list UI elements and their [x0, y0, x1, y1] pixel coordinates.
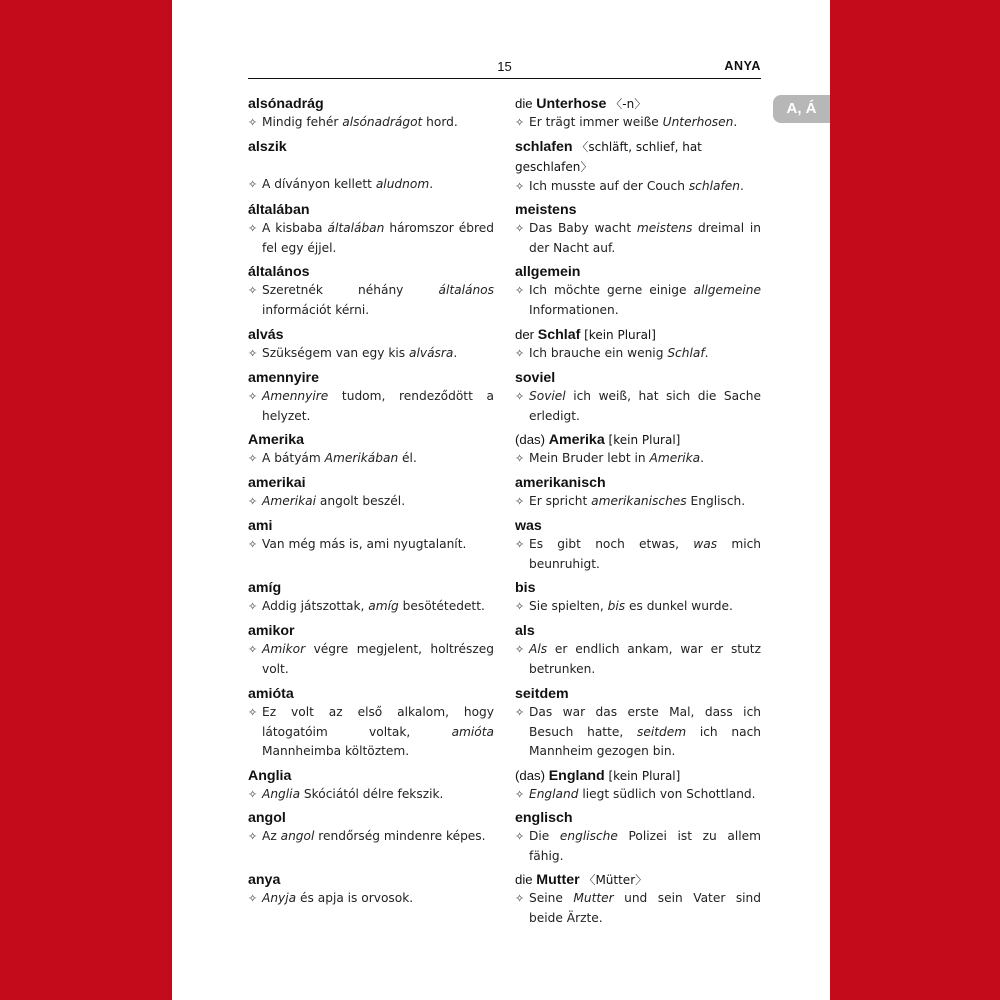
grammar-info: 〈Mütter〉	[579, 873, 648, 887]
example-text: Sie spielten,	[529, 599, 608, 613]
example-text: Ez volt az első alkalom, hogy látogatóim voltak,	[262, 705, 494, 739]
headword: amíg	[248, 580, 282, 596]
example-keyword: bis	[607, 599, 626, 613]
example-marker-icon: ✧	[515, 452, 525, 465]
headword: England	[548, 768, 605, 784]
example-keyword: Schlaf	[667, 346, 705, 360]
example-keyword: angol	[280, 829, 315, 843]
dictionary-entry-hungarian	[248, 94, 494, 133]
example-keyword: általában	[327, 221, 385, 235]
headword: amerikai	[248, 475, 306, 491]
example-text: Er trägt immer weiße	[529, 115, 663, 129]
example-sentence	[515, 113, 761, 133]
example-keyword: alvásra	[409, 346, 454, 360]
headword-line	[248, 368, 494, 387]
dictionary-entry-hungarian	[248, 200, 494, 258]
example-sentence	[515, 703, 761, 762]
example-text: végre megjelent, holtrészeg volt.	[262, 642, 494, 676]
headword: Anglia	[248, 768, 292, 784]
headword-line	[515, 200, 761, 219]
headword: seitdem	[515, 686, 569, 702]
example-sentence	[248, 492, 494, 512]
dictionary-entry-hungarian	[248, 430, 494, 469]
example-marker-icon: ✧	[515, 284, 525, 297]
headword-line	[248, 473, 494, 492]
grammar-info: 〈-n〉	[606, 97, 647, 111]
example-sentence	[248, 703, 494, 762]
headword: amennyire	[248, 370, 319, 386]
dictionary-entry-german	[515, 200, 761, 258]
example-keyword: Anglia	[262, 787, 301, 801]
example-text: A díványon kellett	[262, 177, 376, 191]
example-marker-icon: ✧	[515, 600, 525, 613]
headword-line	[515, 808, 761, 827]
dictionary-entry-german	[515, 137, 761, 197]
example-marker-icon: ✧	[515, 892, 525, 905]
headword: bis	[515, 580, 536, 596]
headword: amerikanisch	[515, 475, 606, 491]
headword: was	[515, 518, 542, 534]
example-sentence	[248, 113, 494, 133]
example-text: és apja is orvosok.	[296, 891, 414, 905]
example-text: él.	[398, 451, 417, 465]
example-marker-icon: ✧	[248, 643, 258, 656]
headword: als	[515, 623, 535, 639]
example-text: .	[739, 179, 744, 193]
example-keyword: Amerika	[649, 451, 701, 465]
example-keyword: Amikor	[262, 642, 306, 656]
dictionary-entry-german	[515, 262, 761, 320]
headword-line	[515, 325, 761, 344]
example-text: Er spricht	[529, 494, 592, 508]
example-keyword: Als	[529, 642, 548, 656]
example-marker-icon: ✧	[248, 452, 258, 465]
headword-line	[248, 516, 494, 535]
example-marker-icon: ✧	[248, 788, 258, 801]
headword-line	[515, 473, 761, 492]
example-text: .	[453, 346, 458, 360]
example-sentence	[248, 281, 494, 320]
headword-line	[248, 262, 494, 281]
example-text: .	[700, 451, 704, 465]
headword-line	[515, 766, 761, 785]
example-text: Englisch.	[686, 494, 746, 508]
example-text: .	[704, 346, 709, 360]
example-text: hord.	[422, 115, 458, 129]
example-sentence	[515, 535, 761, 574]
dictionary-entry-hungarian	[248, 516, 494, 555]
page-header	[248, 58, 761, 79]
example-marker-icon: ✧	[515, 788, 525, 801]
example-text: besötétedett.	[398, 599, 485, 613]
example-marker-icon: ✧	[248, 178, 258, 191]
example-keyword: Amennyire	[262, 389, 329, 403]
example-keyword: Soviel	[529, 389, 566, 403]
dictionary-entry-hungarian	[248, 262, 494, 320]
example-text: er endlich ankam, war er stutz betrunken.	[529, 642, 761, 676]
headword-line	[515, 621, 761, 640]
example-text: .	[429, 177, 434, 191]
headword: meistens	[515, 202, 577, 218]
example-marker-icon: ✧	[248, 495, 258, 508]
example-sentence	[248, 785, 494, 805]
headword: ami	[248, 518, 273, 534]
example-text: Die	[529, 829, 560, 843]
example-sentence	[515, 889, 761, 928]
grammar-info: 〈schläft, schlief, hat geschlafen〉	[515, 140, 702, 174]
example-sentence	[248, 640, 494, 679]
example-text: Skóciától délre fekszik.	[300, 787, 444, 801]
headword: anya	[248, 872, 281, 888]
example-text: Polizei ist zu allem fähig.	[529, 829, 761, 863]
headword: alszik	[248, 139, 287, 155]
example-text: und sein Vater sind beide Ärzte.	[529, 891, 762, 925]
grammar-info: [kein Plural]	[604, 433, 681, 447]
headword-line	[515, 516, 761, 535]
dictionary-entry-german	[515, 430, 761, 469]
headword: amikor	[248, 623, 295, 639]
example-text: Das war das erste Mal, dass ich Besuch hatte,	[529, 705, 761, 739]
example-keyword: englische	[559, 829, 618, 843]
headword-line	[515, 684, 761, 703]
headword-line	[248, 94, 494, 113]
headword-line	[248, 137, 494, 156]
example-marker-icon: ✧	[515, 538, 525, 551]
dictionary-entry-german	[515, 578, 761, 617]
example-text: dreimal in der Nacht auf.	[529, 221, 761, 255]
headword: Schlaf	[537, 327, 581, 343]
dictionary-entry-german	[515, 516, 761, 574]
example-keyword: Unterhosen	[662, 115, 734, 129]
headword-line	[248, 430, 494, 449]
example-marker-icon: ✧	[248, 347, 258, 360]
headword: alsónadrág	[248, 96, 324, 112]
example-sentence	[515, 344, 761, 364]
headword-line	[248, 684, 494, 703]
example-sentence	[515, 492, 761, 512]
example-sentence	[515, 281, 761, 320]
dictionary-entry-hungarian	[248, 621, 494, 679]
example-text: Es gibt noch etwas,	[529, 537, 694, 551]
example-sentence	[248, 344, 494, 364]
example-text: Az	[262, 829, 281, 843]
example-text: háromszor ébred fel egy éjjel.	[262, 221, 494, 255]
headword-line	[248, 808, 494, 827]
dictionary-entry-german	[515, 473, 761, 512]
dictionary-entry-hungarian	[248, 473, 494, 512]
example-sentence	[515, 785, 761, 805]
headword: Unterhose	[536, 96, 607, 112]
dictionary-entry-hungarian	[248, 578, 494, 617]
example-text: Mannheimba költöztem.	[262, 744, 410, 758]
example-text: .	[733, 115, 738, 129]
headword: allgemein	[515, 264, 581, 280]
headword-line	[515, 137, 761, 177]
dictionary-entry-hungarian	[248, 766, 494, 805]
example-text: rendőrség mindenre képes.	[314, 829, 486, 843]
headword-line	[248, 578, 494, 597]
page-number: 15	[497, 59, 512, 74]
example-keyword: schlafen	[688, 179, 740, 193]
example-keyword: was	[693, 537, 718, 551]
example-marker-icon: ✧	[515, 706, 525, 719]
dictionary-entry-german	[515, 94, 761, 133]
example-marker-icon: ✧	[248, 284, 258, 297]
headword: általános	[248, 264, 310, 280]
example-text: Szükségem van egy kis	[262, 346, 410, 360]
headword-line	[248, 621, 494, 640]
example-sentence	[248, 827, 494, 847]
example-text: Mein Bruder lebt in	[529, 451, 650, 465]
article: (das)	[515, 768, 549, 783]
example-text: Seine	[529, 891, 574, 905]
running-head: ANYA	[724, 59, 761, 73]
example-sentence	[248, 449, 494, 469]
example-text: es dunkel wurde.	[625, 599, 733, 613]
example-sentence	[515, 827, 761, 866]
example-keyword: Mutter	[573, 891, 614, 905]
headword: alvás	[248, 327, 284, 343]
example-text: angolt beszél.	[316, 494, 406, 508]
dictionary-entry-hungarian	[248, 808, 494, 847]
example-text: mich beunruhigt.	[529, 537, 762, 571]
dictionary-entry-hungarian	[248, 684, 494, 762]
example-marker-icon: ✧	[248, 600, 258, 613]
example-text: Ich musste auf der Couch	[529, 179, 689, 193]
example-text: tudom, rendeződött a helyzet.	[262, 389, 494, 423]
example-text: A bátyám	[262, 451, 325, 465]
example-marker-icon: ✧	[515, 222, 525, 235]
headword-line	[515, 262, 761, 281]
headword-line	[248, 870, 494, 889]
example-sentence	[248, 219, 494, 258]
example-text: Addig játszottak,	[262, 599, 369, 613]
example-sentence	[248, 889, 494, 909]
example-sentence	[515, 597, 761, 617]
headword-line	[248, 325, 494, 344]
example-marker-icon: ✧	[248, 830, 258, 843]
headword-line	[515, 430, 761, 449]
grammar-info: [kein Plural]	[580, 328, 656, 342]
example-text: Das Baby wacht	[529, 221, 637, 235]
example-text: információt kérni.	[262, 302, 370, 317]
dictionary-entry-german	[515, 684, 761, 762]
article: der	[515, 327, 538, 342]
headword: soviel	[515, 370, 556, 386]
example-keyword: Anyja	[262, 891, 297, 905]
dictionary-entry-german	[515, 870, 761, 928]
dictionary-entry-hungarian	[248, 870, 494, 909]
example-text: Ich möchte gerne einige	[529, 283, 694, 297]
dictionary-entry-hungarian	[248, 368, 494, 426]
example-marker-icon: ✧	[515, 347, 525, 360]
example-marker-icon: ✧	[515, 495, 525, 508]
headword-line	[248, 200, 494, 219]
example-marker-icon: ✧	[248, 538, 258, 551]
example-sentence	[515, 219, 761, 258]
example-marker-icon: ✧	[515, 116, 525, 129]
example-keyword: meistens	[636, 221, 693, 235]
grammar-info: [kein Plural]	[604, 769, 681, 783]
example-text: A kisbaba	[262, 221, 328, 235]
headword: amióta	[248, 686, 294, 702]
headword-line	[515, 368, 761, 387]
example-keyword: England	[529, 787, 579, 801]
example-sentence	[248, 175, 494, 195]
example-keyword: amíg	[368, 599, 399, 613]
example-marker-icon: ✧	[248, 892, 258, 905]
example-marker-icon: ✧	[248, 222, 258, 235]
example-sentence	[248, 535, 494, 555]
example-sentence	[515, 640, 761, 679]
example-keyword: aludnom	[375, 177, 430, 191]
headword: angol	[248, 810, 286, 826]
example-text: Ich brauche ein wenig	[529, 346, 668, 360]
example-keyword: allgemeine	[693, 283, 761, 297]
dictionary-entry-german	[515, 368, 761, 426]
example-marker-icon: ✧	[515, 643, 525, 656]
headword: englisch	[515, 810, 573, 826]
example-marker-icon: ✧	[248, 116, 258, 129]
dictionary-entry-german	[515, 621, 761, 679]
dictionary-entry-hungarian	[248, 137, 494, 195]
example-text: ich weiß, hat sich die Sache erledigt.	[529, 389, 761, 423]
example-marker-icon: ✧	[515, 830, 525, 843]
headword-line	[515, 94, 761, 113]
example-sentence	[515, 387, 761, 426]
article: die	[515, 872, 537, 887]
dictionary-entry-german	[515, 766, 761, 805]
dictionary-entry-german	[515, 325, 761, 364]
example-keyword: általános	[438, 283, 494, 297]
letter-thumb-tab: A, Á	[773, 95, 830, 123]
headword-line	[248, 766, 494, 785]
dictionary-entry-german	[515, 808, 761, 866]
example-text: Van még más is, ami nyugtalanít.	[262, 537, 467, 551]
example-marker-icon: ✧	[515, 180, 525, 193]
example-sentence	[248, 387, 494, 426]
example-marker-icon: ✧	[248, 706, 258, 719]
example-keyword: amerikanisches	[591, 494, 687, 508]
example-keyword: Amerikai	[262, 494, 317, 508]
example-sentence	[515, 449, 761, 469]
example-text: ich nach Mannheim gezogen bin.	[529, 724, 761, 758]
example-keyword: amióta	[451, 724, 494, 739]
headword: Amerika	[248, 432, 304, 448]
example-keyword: Amerikában	[324, 451, 399, 465]
example-text: Szeretnék néhány	[262, 283, 439, 297]
headword: Amerika	[548, 432, 605, 448]
example-text: liegt südlich von Schottland.	[578, 787, 756, 801]
example-marker-icon: ✧	[248, 390, 258, 403]
article: die	[515, 96, 537, 111]
example-sentence	[515, 177, 761, 197]
example-keyword: seitdem	[636, 724, 687, 739]
headword-line	[515, 578, 761, 597]
example-sentence	[248, 597, 494, 617]
headword-line	[515, 870, 761, 889]
article: (das)	[515, 432, 549, 447]
example-marker-icon: ✧	[515, 390, 525, 403]
headword: Mutter	[536, 872, 580, 888]
example-keyword: alsónadrágot	[342, 115, 423, 129]
headword: általában	[248, 202, 310, 218]
headword: schlafen	[515, 139, 573, 155]
example-text: Mindig fehér	[262, 115, 343, 129]
dictionary-entry-hungarian	[248, 325, 494, 364]
example-text: Informationen.	[529, 302, 619, 317]
